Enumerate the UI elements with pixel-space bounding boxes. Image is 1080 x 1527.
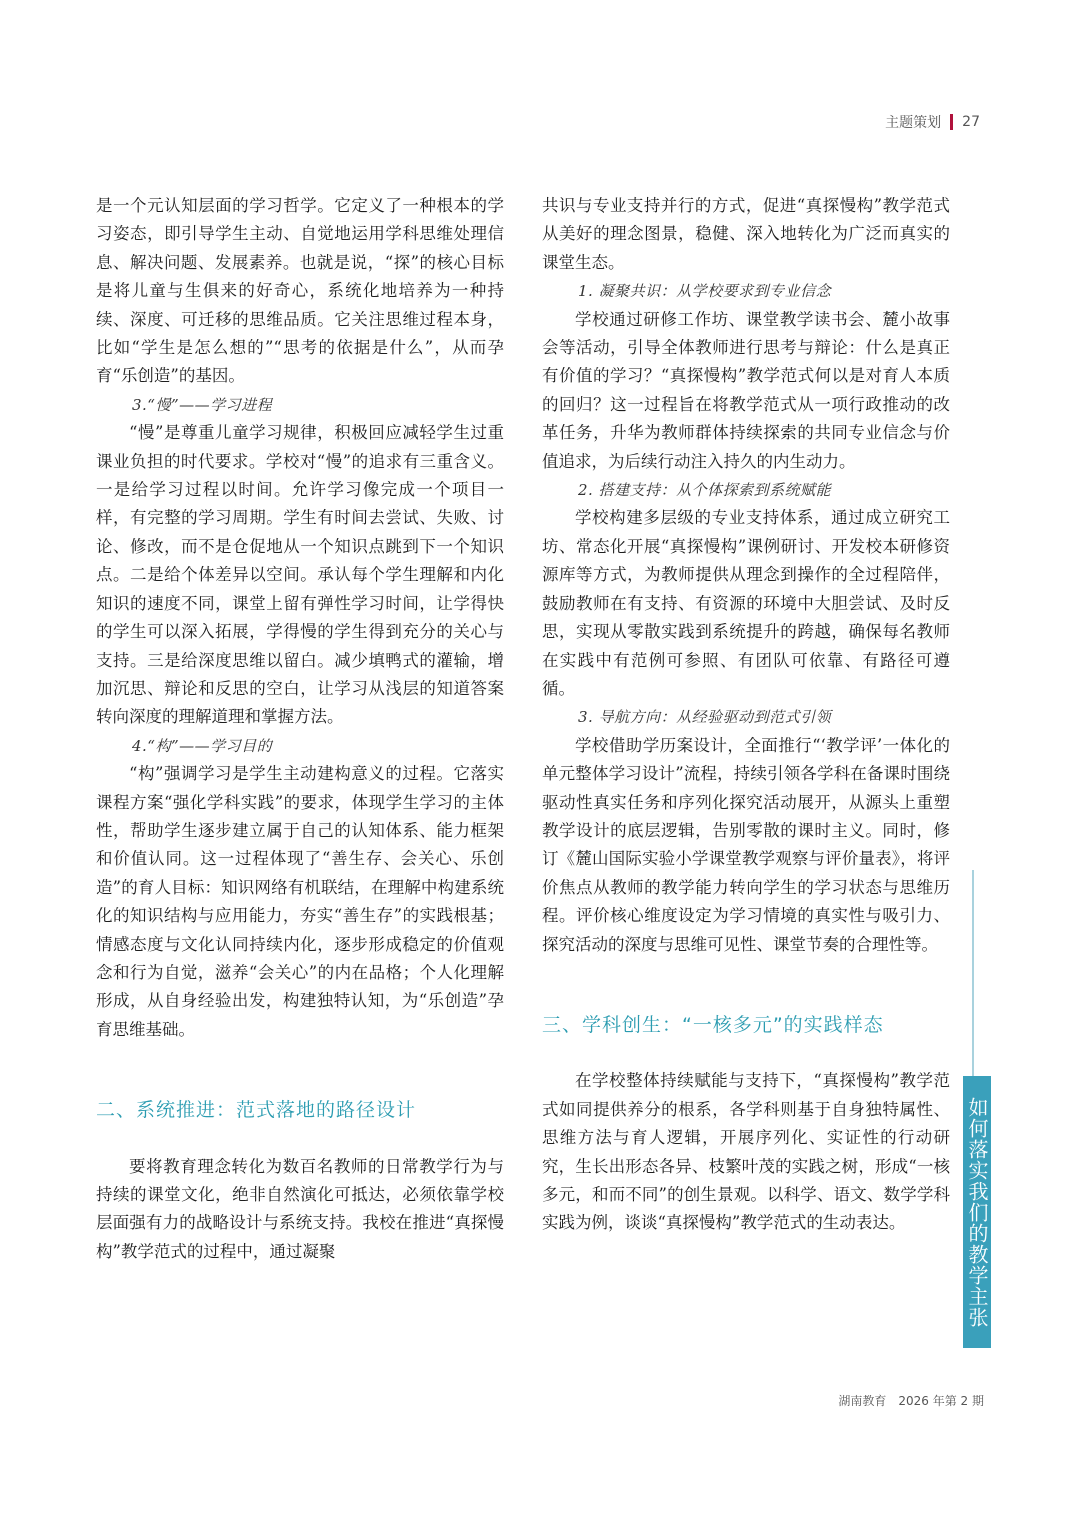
right-column xyxy=(542,192,950,1238)
running-header xyxy=(885,112,980,132)
header-divider xyxy=(950,114,953,130)
side-tab: 如何落实我们的教学主张 xyxy=(963,1076,991,1348)
section-title: 主题策划 xyxy=(885,115,942,131)
paragraph: 共识与专业支持并行的方式，促进“真探慢构”教学范式从美好的理念图景，稳健、深入地转化为广泛而真实的课堂生态。 xyxy=(542,196,950,272)
paragraph: 学校构建多层级的专业支持体系，通过成立研究工坊、常态化开展“真探慢构”课例研讨、开发校本研修资源库等方式，为教师提供从理念到操作的全过程陪伴，鼓励教师在有支持、有资源的环境中大胆尝试、及时反思，实现从零散实践到系统提升的跨越，确保每名教师在实践中有范例可参照、有团队可依靠、有路径可遵循。 xyxy=(542,508,950,698)
paragraph: 学校通过研修工作坊、课堂教学读书会、麓小故事会等活动，引导全体教师进行思考与辩论：什么是真正有价值的学习？“真探慢构”教学范式何以是对育人本质的回归？这一过程旨在将教学范式从一项行政推动的改革任务，升华为教师群体持续探索的共同专业信念与价值追求，为后续行动注入持久的内生动力。 xyxy=(542,309,950,471)
subheading: 4.“构”——学习目的 xyxy=(132,736,273,755)
section-heading: 二、系统推进：范式落地的路径设计 xyxy=(96,1099,417,1122)
paragraph: “慢”是尊重儿童学习规律，积极回应减轻学生过重课业负担的时代要求。学校对“慢”的追求有三重含义。一是给学习过程以时间。允许学习像完成一个项目一样，有完整的学习周期。学生有时间去尝试、失败、讨论、修改，而不是仓促地从一个知识点跳到下一个知识点。二是给个体差异以空间。承认每个学生理解和内化知识的速度不同，课堂上留有弹性学习时间，让学得快的学生可以深入拓展，学得慢的学生得到充分的关心与支持。三是给深度思维以留白。减少填鸭式的灌输，增加沉思、辩论和反思的空白，让学习从浅层的知道答案转向深度的理解道理和掌握方法。 xyxy=(96,423,504,727)
paragraph: 在学校整体持续赋能与支持下，“真探慢构”教学范式如同提供养分的根系，各学科则基于自身独特属性、思维方法与育人逻辑，开展序列化、实证性的行动研究，生长出形态各异、枝繁叶茂的实践之树，形成“一核多元，和而不同”的创生景观。以科学、语文、数学学科实践为例，谈谈“真探慢构”教学范式的生动表达。 xyxy=(542,1071,950,1233)
subheading: 3. 导航方向：从经验驱动到范式引领 xyxy=(578,708,832,727)
side-tab-line xyxy=(972,870,974,1076)
paragraph: 是一个元认知层面的学习哲学。它定义了一种根本的学习姿态，即引导学生主动、自觉地运用学科思维处理信息、解决问题、发展素养。也就是说，“探”的核心目标是将儿童与生俱来的好奇心，系统化地培养为一种持续、深度、可迁移的思维品质。它关注思维过程本身，比如“学生是怎么想的”“思考的依据是什么”，从而孕育“乐创造”的基因。 xyxy=(96,196,504,386)
subheading: 1. 凝聚共识：从学校要求到专业信念 xyxy=(578,282,832,301)
paragraph: “构”强调学习是学生主动建构意义的过程。它落实课程方案“强化学科实践”的要求，体现学生学习的主体性，帮助学生逐步建立属于自己的认知体系、能力框架和价值认同。这一过程体现了“善生存、会关心、乐创造”的育人目标：知识网络有机联结，在理解中构建系统化的知识结构与应用能力，夯实“善生存”的实践根基；情感态度与文化认同持续内化，逐步形成稳定的价值观念和行为自觉，滋养“会关心”的内在品格；个人化理解形成，从自身经验出发，构建独特认知，为“乐创造”孕育思维基础。 xyxy=(96,764,504,1039)
paragraph: 学校借助学历案设计，全面推行“‘教学评’一体化的单元整体学习设计”流程，持续引领各学科在备课时围绕驱动性真实任务和序列化探究活动展开，从源头上重塑教学设计的底层逻辑，告别零散的课时主义。同时，修订《麓山国际实验小学课堂教学观察与评价量表》，将评价焦点从教师的教学能力转向学生的学习状态与思维历程。评价核心维度设定为学习情境的真实性与吸引力、探究活动的深度与思维可见性、课堂节奏的合理性等。 xyxy=(542,735,950,954)
footer: 湖南教育 2026 年第 2 期 xyxy=(838,1394,984,1408)
left-column xyxy=(96,192,504,1266)
page-number: 27 xyxy=(962,114,980,130)
subheading: 2. 搭建支持：从个体探索到系统赋能 xyxy=(578,481,832,500)
section-heading: 三、学科创生：“一核多元”的实践样态 xyxy=(542,1013,884,1036)
subheading: 3.“慢”——学习进程 xyxy=(132,395,273,414)
paragraph: 要将教育理念转化为数百名教师的日常教学行为与持续的课堂文化，绝非自然演化可抵达，必须依靠学校层面强有力的战略设计与系统支持。我校在推进“真探慢构”教学范式的过程中，通过凝聚 xyxy=(96,1156,504,1261)
